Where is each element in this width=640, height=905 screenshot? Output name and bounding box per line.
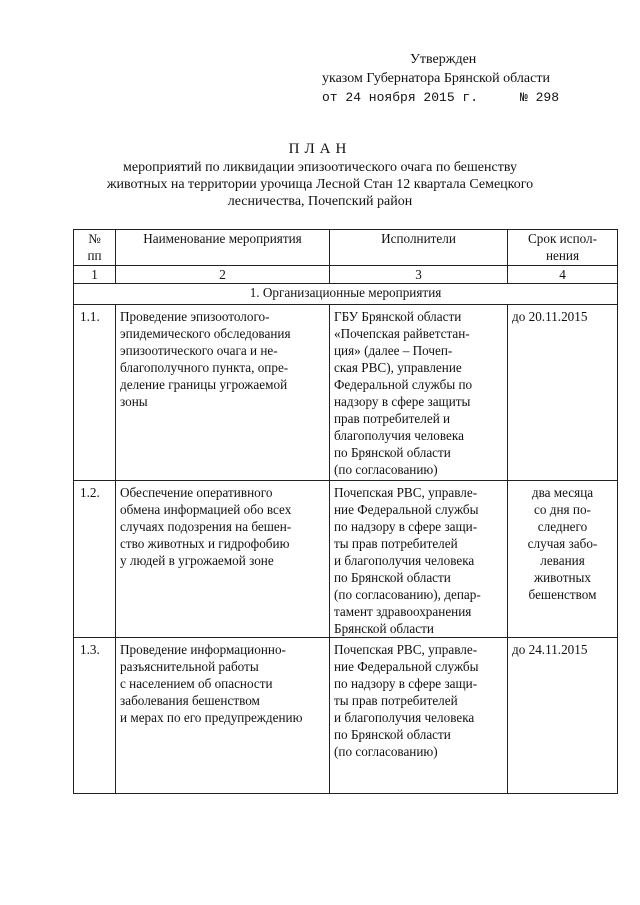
- col-number: 3: [330, 266, 508, 284]
- row-executors: Почепская РВС, управле- ние Федеральной службы по надзору в сфере защи- ты прав потребителей и благополучия человека по Брянской области (по согласованию), депар- тамент здравоохранения Брянской области: [330, 481, 508, 638]
- row-number: 1.2.: [74, 481, 116, 638]
- approval-block: [322, 50, 559, 107]
- header-executors: Исполнители: [330, 230, 508, 266]
- row-deadline: два месяца со дня по- следнего случая забо- левания животных бешенством: [508, 481, 618, 638]
- row-name: Проведение информационно- разъяснительной работы с населением об опасности заболевания бешенством и мерах по его предупреждению: [116, 638, 330, 794]
- approval-line2: указом Губернатора Брянской области: [322, 71, 550, 86]
- plan-subtitle: мероприятий по ликвидации эпизоотического очага по бешенству животных на территории урочища Лесной Стан 12 квартала Семецкого лесничества, Почепский район: [106, 160, 534, 209]
- table-row: [74, 638, 618, 794]
- approval-number: № 298: [520, 90, 560, 105]
- header-num: № пп: [74, 230, 116, 266]
- header-deadline: Срок испол- нения: [508, 230, 618, 266]
- col-number: 4: [508, 266, 618, 284]
- section-title: 1. Организационные мероприятия: [74, 284, 618, 305]
- row-deadline: до 20.11.2015: [508, 305, 618, 481]
- row-number: 1.1.: [74, 305, 116, 481]
- row-name: Обеспечение оперативного обмена информацией обо всех случаях подозрения на бешен- ство животных и гидрофобию у людей в угрожаемой зоне: [116, 481, 330, 638]
- row-deadline: до 24.11.2015: [508, 638, 618, 794]
- col-number: 1: [74, 266, 116, 284]
- approval-date: от 24 ноября 2015 г.: [322, 90, 479, 105]
- column-numbers-row: [74, 266, 618, 284]
- table-header-row: [74, 230, 618, 266]
- row-name: Проведение эпизоотолого- эпидемического обследования эпизоотического очага и не- благополучного пункта, опре- деление границы угрожаемой зоны: [116, 305, 330, 481]
- table-row: [74, 481, 618, 638]
- document-title: [0, 139, 640, 210]
- row-executors: Почепская РВС, управле- ние Федеральной службы по надзору в сфере защи- ты прав потребителей и благополучия человека по Брянской области (по согласованию): [330, 638, 508, 794]
- col-number: 2: [116, 266, 330, 284]
- approval-line1: Утвержден: [410, 52, 477, 67]
- plan-table: [73, 229, 618, 794]
- plan-heading: ПЛАН: [288, 141, 352, 157]
- row-executors: ГБУ Брянской области «Почепская райветстан- ция» (далее – Почеп- ская РВС), управление Федеральной службы по надзору в сфере защиты прав потребителей и благополучия человека по Брянской области (по согласованию): [330, 305, 508, 481]
- header-name: Наименование мероприятия: [116, 230, 330, 266]
- row-number: 1.3.: [74, 638, 116, 794]
- section-row: [74, 284, 618, 305]
- table-row: [74, 305, 618, 481]
